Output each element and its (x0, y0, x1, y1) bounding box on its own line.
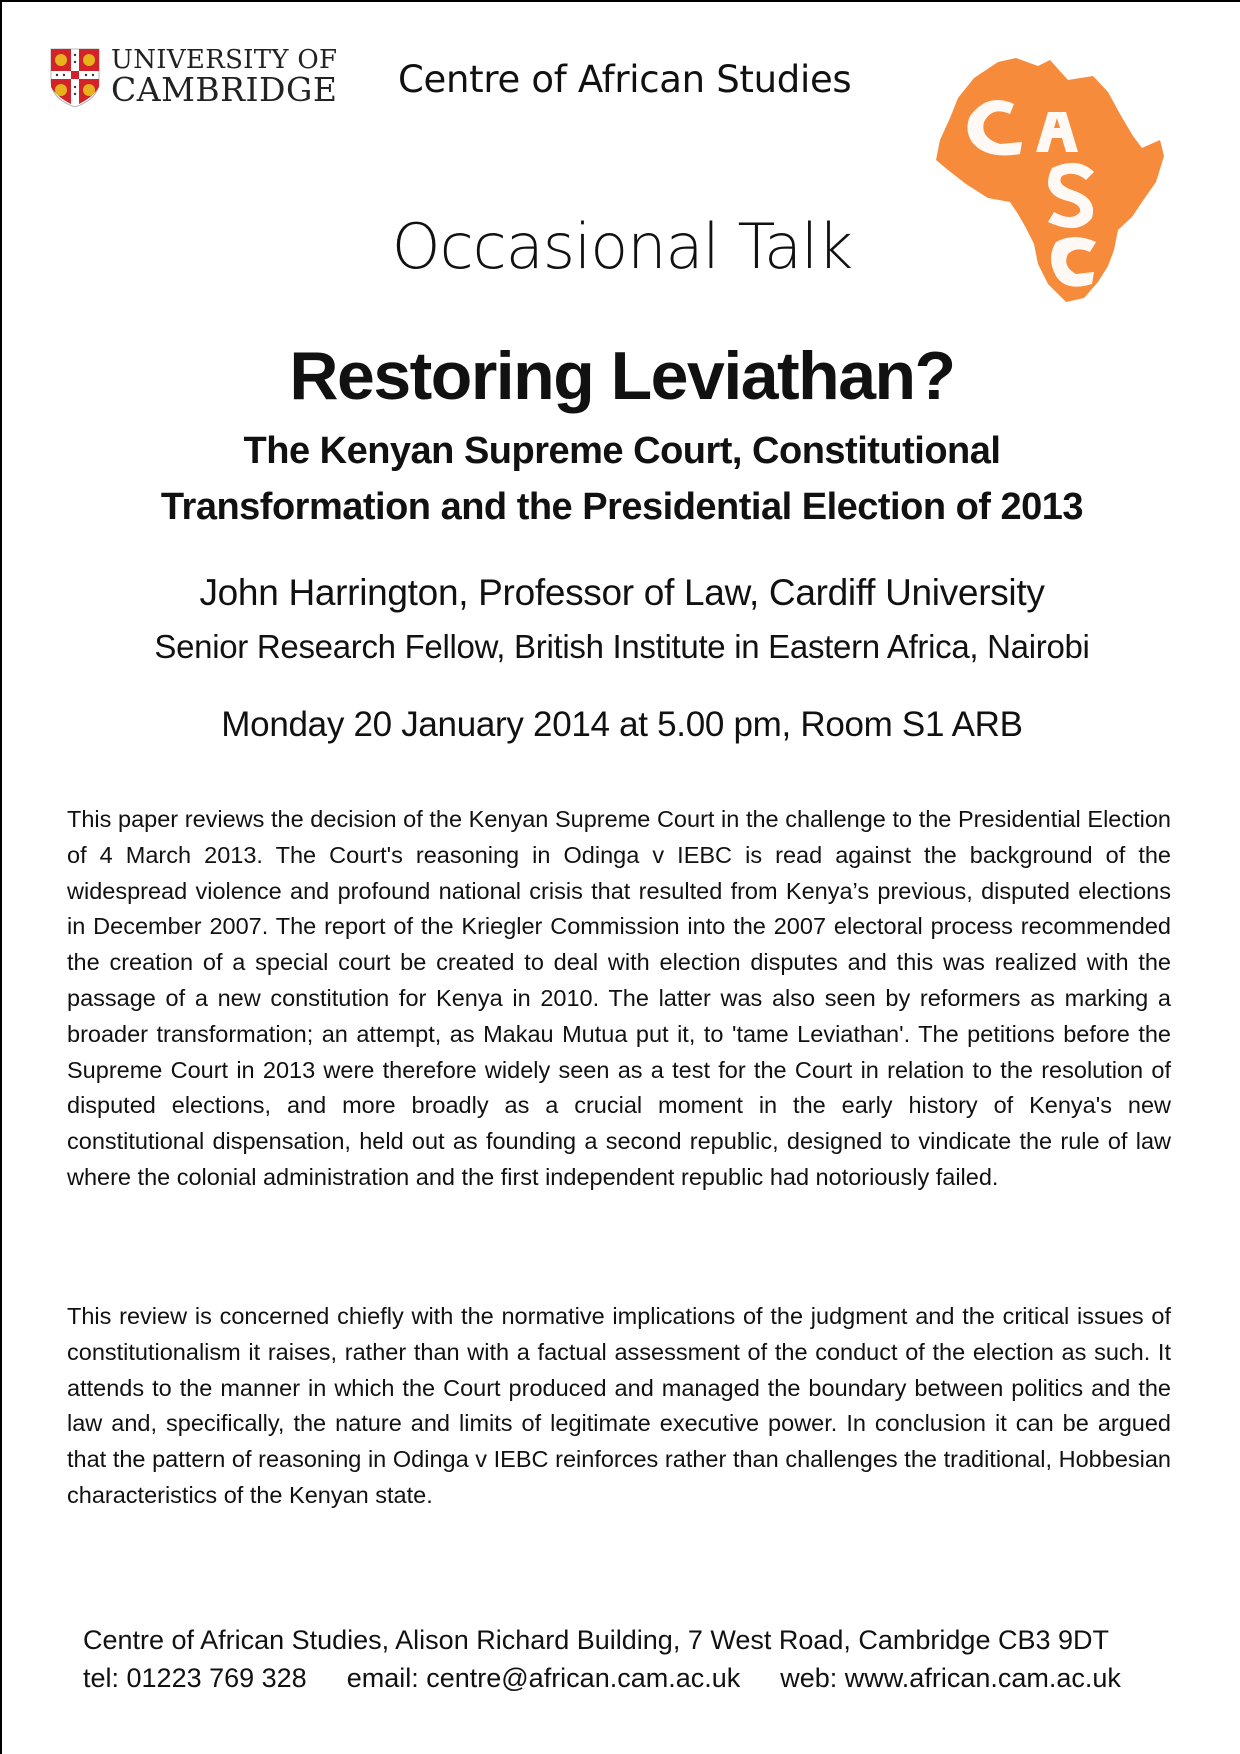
footer-web-link[interactable]: web: www.african.cam.ac.uk (780, 1663, 1121, 1693)
speaker-name: John Harrington, Professor of Law, Cardiff University (199, 572, 1045, 613)
footer-email-link[interactable]: email: centre@african.cam.ac.uk (346, 1663, 741, 1693)
talk-subtitle-line1: The Kenyan Supreme Court, Constitutional (243, 430, 1001, 472)
wordmark-line1: UNIVERSITY OF (111, 45, 338, 75)
event-datetime: Monday 20 January 2014 at 5.00 pm, Room S1 ARB (221, 705, 1023, 744)
university-of-cambridge-logo (49, 47, 349, 109)
speaker-affiliation: Senior Research Fellow, British Institute in Eastern Africa, Nairobi (154, 628, 1090, 665)
cambridge-wordmark (111, 45, 338, 109)
abstract-paragraph-1: This paper reviews the decision of the Kenyan Supreme Court in the challenge to the Presidential Election of 4 March 2013. The Court's reasoning in Odinga v IEBC is read against the background of the widespread violence and profound national crisis that resulted from Kenya’s previous, disputed elections in December 2007. The report of the Kriegler Commission into the 2007 electoral process recommended the creation of a special court be created to deal with election disputes and this was realized with the passage of a new constitution for Kenya in 2010. The latter was also seen by reformers as marking a broader transformation; an attempt, as Makau Mutua put it, to 'tame Leviathan'. The petitions before the Supreme Court in 2013 were therefore widely seen as a test for the Court in relation to the resolution of disputed elections, and more broadly as a crucial moment in the early history of Kenya's new constitutional dispensation, held out as founding a second republic, designed to vindicate the rule of law where the colonial administration and the first independent republic had notoriously failed. (67, 806, 1171, 1190)
footer-address: Centre of African Studies, Alison Richard Building, 7 West Road, Cambridge CB3 9DT (83, 1625, 1109, 1655)
footer-contact (83, 1663, 1163, 1694)
talk-type: Occasional Talk (391, 210, 853, 283)
centre-name-heading: Centre of African Studies (398, 58, 852, 101)
footer-telephone: tel: 01223 769 328 (83, 1663, 307, 1693)
cambridge-crest-icon (49, 47, 101, 109)
talk-title: Restoring Leviathan? (289, 338, 955, 414)
abstract-paragraph-2: This review is concerned chiefly with the normative implications of the judgment and the critical issues of constitutionalism it raises, rather than with a factual assessment of the conduct of the election as such. It attends to the manner in which the Court produced and managed the boundary between politics and the law and, specifically, the nature and limits of legitimate executive power. In conclusion it can be argued that the pattern of reasoning in Odinga v IEBC reinforces rather than challenges the traditional, Hobbesian characteristics of the Kenyan state. (67, 1303, 1171, 1508)
wordmark-line2: CAMBRIDGE (111, 70, 338, 109)
talk-subtitle-line2: Transformation and the Presidential Election of 2013 (160, 486, 1084, 528)
